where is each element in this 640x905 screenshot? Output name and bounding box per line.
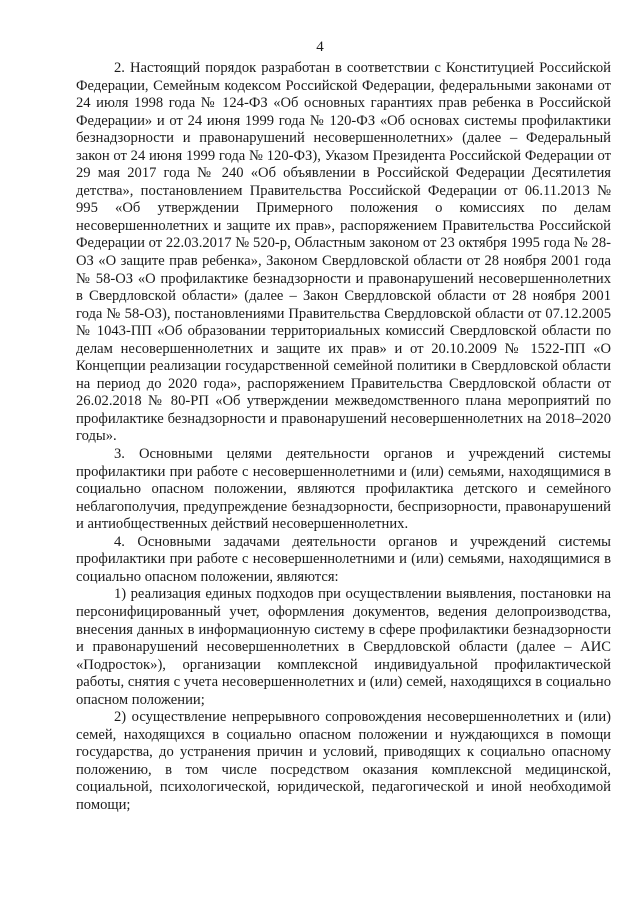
paragraph-4-tasks-intro: 4. Основными задачами деятельности органов и учреждений системы профилактики при работе с несовершеннолетними и (или) семьями, находящимися в социально опасном положении, являются: [76, 533, 611, 585]
document-body [76, 60, 611, 815]
paragraph-2-legal-basis: 2. Настоящий порядок разработан в соответствии с Конституцией Российской Федерации, Семейным кодексом Российской Федерации, федеральными законами от 24 июля 1998 года № 124-ФЗ «Об основных гарантиях прав ребенка в Российской Федерации» и от 24 июня 1999 года № 120-ФЗ «Об основах системы профилактики безнадзорности и правонарушений несовершеннолетних» (далее – Федеральный закон от 24 июня 1999 года № 120-ФЗ), Указом Президента Российской Федерации от 29 мая 2017 года № 240 «Об объявлении в Российской Федерации Десятилетия детства», постановлением Правительства Российской Федерации от 06.11.2013 № 995 «Об утверждении Примерного положения о комиссиях по делам несовершеннолетних и защите их прав», распоряжением Правительства Российской Федерации от 22.03.2017 № 520-р, Областным законом от 23 октября 1995 года № 28-ОЗ «О защите прав ребенка», Законом Свердловской области от 28 ноября 2001 года № 58-ОЗ «О профилактике безнадзорности и правонарушений несовершеннолетних в Свердловской области» (далее – Закон Свердловской области от 28 ноября 2001 года № 58-ОЗ), постановлениями Правительства Свердловской области от 07.12.2005 № 1043-ПП «Об образовании территориальных комиссий Свердловской области по делам несовершеннолетних и защите их прав» и от 20.10.2009 № 1522-ПП «О Концепции реализации государственной семейной политики в Свердловской области на период до 2020 года», распоряжением Правительства Свердловской области от 26.02.2018 № 80-РП «Об утверждении межведомственного плана мероприятий по профилактике безнадзорности и правонарушений несовершеннолетних на 2018–2020 годы». [76, 60, 611, 445]
task-item-1: 1) реализация единых подходов при осуществлении выявления, постановки на персонифицированный учет, оформления документов, ведения делопроизводства, внесения данных в информационную систему в сфере профилактики безнадзорности и правонарушений несовершеннолетних в Свердловской области (далее – АИС «Подросток»), организации комплексной индивидуальной профилактической работы, снятия с учета несовершеннолетних и (или) семей, находящихся в социально опасном положении; [76, 586, 611, 708]
page-number: 4 [316, 39, 324, 55]
task-item-2: 2) осуществление непрерывного сопровождения несовершеннолетних и (или) семей, находящихся в социально опасном положении и нуждающихся в помощи государства, до устранения причин и условий, приводящих к социально опасному положению, в том числе посредством оказания комплексной медицинской, социальной, психологической, юридической, педагогической и иной необходимой помощи; [76, 709, 611, 813]
paragraph-3-goals: 3. Основными целями деятельности органов и учреждений системы профилактики при работе с несовершеннолетними и (или) семьями, находящимися в социально опасном положении, являются профилактика детского и семейного неблагополучия, предупреждение безнадзорности, беспризорности, правонарушений и антиобщественных действий несовершеннолетних. [76, 446, 611, 533]
